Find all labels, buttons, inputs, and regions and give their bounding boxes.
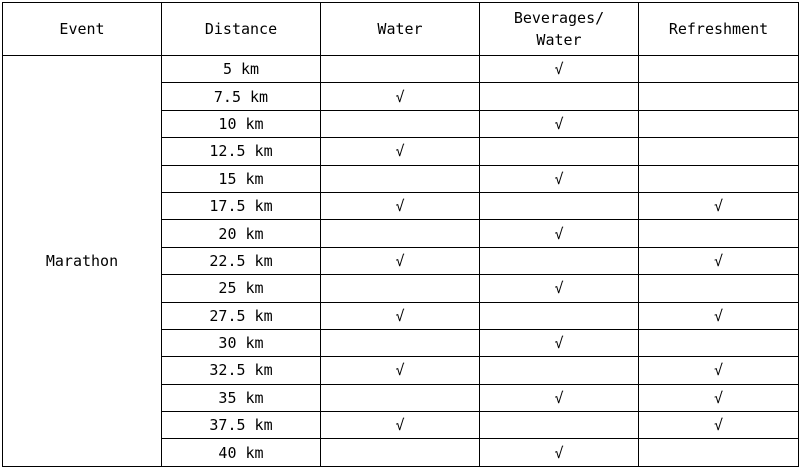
refreshment-cell: √ <box>639 192 799 219</box>
water-cell: √ <box>321 83 480 110</box>
distance-cell: 37.5 km <box>162 412 321 439</box>
beverages-cell <box>480 357 639 384</box>
water-cell: √ <box>321 247 480 274</box>
distance-cell: 20 km <box>162 220 321 247</box>
beverages-cell: √ <box>480 275 639 302</box>
refreshment-cell: √ <box>639 412 799 439</box>
beverages-cell <box>480 192 639 219</box>
refreshment-cell <box>639 439 799 466</box>
distance-cell: 17.5 km <box>162 192 321 219</box>
beverages-cell: √ <box>480 220 639 247</box>
water-cell: √ <box>321 302 480 329</box>
water-cell <box>321 329 480 356</box>
beverages-cell <box>480 412 639 439</box>
distance-cell: 22.5 km <box>162 247 321 274</box>
distance-cell: 7.5 km <box>162 83 321 110</box>
beverages-cell: √ <box>480 329 639 356</box>
refreshment-cell <box>639 275 799 302</box>
distance-cell: 30 km <box>162 329 321 356</box>
distance-cell: 10 km <box>162 110 321 137</box>
beverages-cell <box>480 83 639 110</box>
distance-cell: 15 km <box>162 165 321 192</box>
beverages-cell <box>480 138 639 165</box>
water-cell <box>321 165 480 192</box>
refreshment-cell: √ <box>639 357 799 384</box>
water-cell: √ <box>321 192 480 219</box>
distance-cell: 40 km <box>162 439 321 466</box>
table-row <box>3 56 799 83</box>
water-cell <box>321 275 480 302</box>
beverages-cell: √ <box>480 110 639 137</box>
refreshment-cell: √ <box>639 247 799 274</box>
refreshment-cell <box>639 220 799 247</box>
header-beverages-water <box>480 3 639 56</box>
header-refreshment: Refreshment <box>639 3 799 56</box>
refreshment-cell <box>639 329 799 356</box>
header-row <box>3 3 799 56</box>
refreshment-cell: √ <box>639 302 799 329</box>
refreshment-cell: √ <box>639 384 799 411</box>
refreshment-cell <box>639 138 799 165</box>
refreshment-cell <box>639 165 799 192</box>
distance-cell: 32.5 km <box>162 357 321 384</box>
water-cell <box>321 439 480 466</box>
distance-cell: 5 km <box>162 56 321 83</box>
header-event: Event <box>3 3 162 56</box>
water-cell <box>321 110 480 137</box>
refreshment-cell <box>639 110 799 137</box>
distance-cell: 35 km <box>162 384 321 411</box>
distance-cell: 12.5 km <box>162 138 321 165</box>
header-beverages-water-label: Beverages/ Water <box>513 9 605 49</box>
distance-cell: 27.5 km <box>162 302 321 329</box>
water-cell <box>321 220 480 247</box>
refreshment-cell <box>639 83 799 110</box>
water-cell: √ <box>321 412 480 439</box>
header-water: Water <box>321 3 480 56</box>
distance-cell: 25 km <box>162 275 321 302</box>
beverages-cell <box>480 302 639 329</box>
refreshment-cell <box>639 56 799 83</box>
water-cell <box>321 384 480 411</box>
beverages-cell <box>480 247 639 274</box>
water-cell: √ <box>321 357 480 384</box>
beverages-cell: √ <box>480 384 639 411</box>
beverages-cell: √ <box>480 439 639 466</box>
header-distance: Distance <box>162 3 321 56</box>
event-cell: Marathon <box>3 56 162 467</box>
aid-station-table <box>2 2 799 467</box>
beverages-cell: √ <box>480 165 639 192</box>
water-cell: √ <box>321 138 480 165</box>
beverages-cell: √ <box>480 56 639 83</box>
water-cell <box>321 56 480 83</box>
